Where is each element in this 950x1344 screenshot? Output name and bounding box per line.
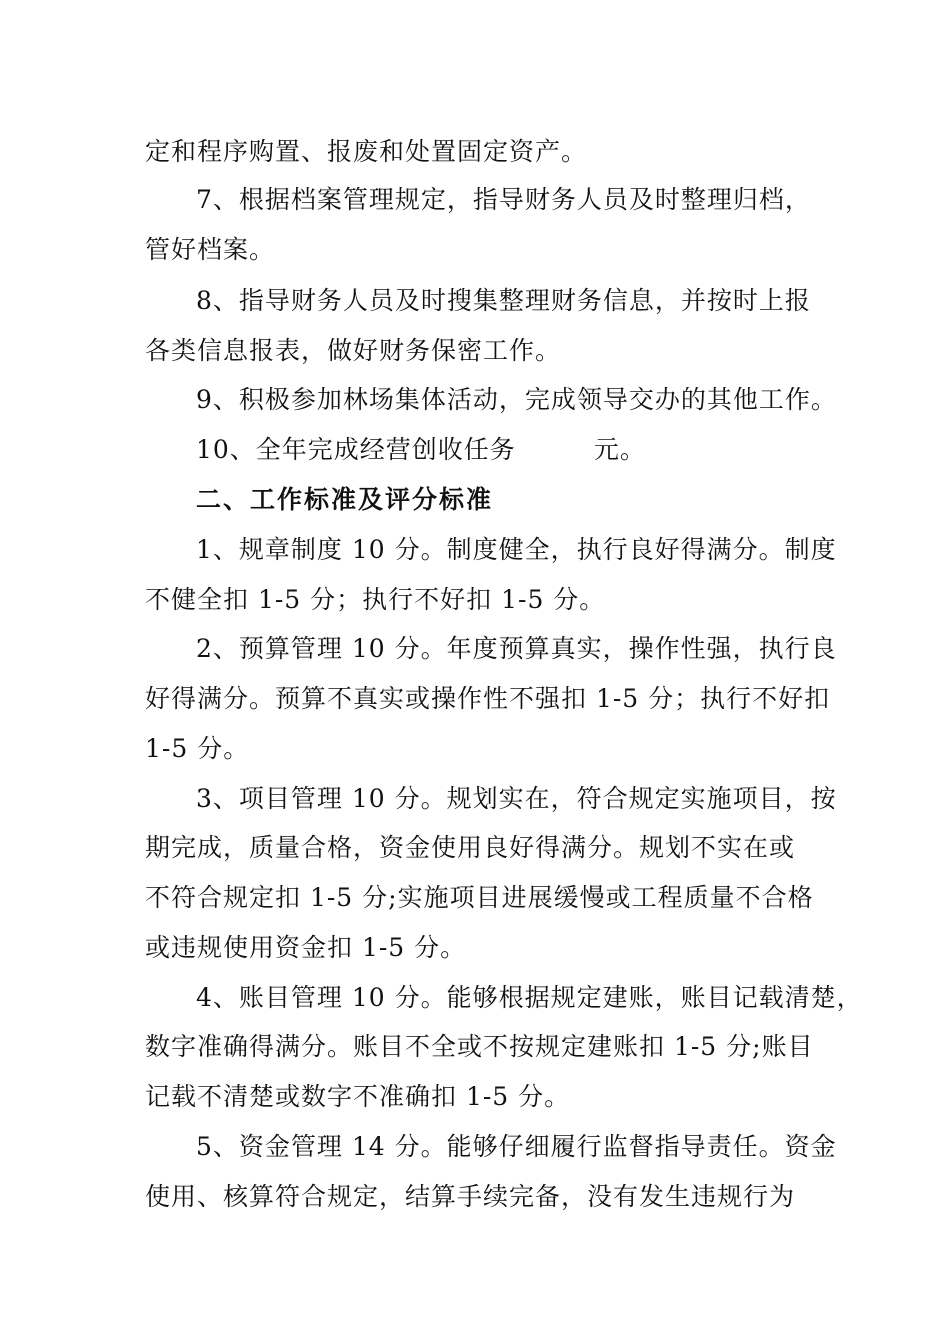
paragraph-line: 记载不清楚或数字不准确扣 1-5 分。 bbox=[145, 1082, 571, 1111]
paragraph-line: 不符合规定扣 1-5 分;实施项目进展缓慢或工程质量不合格 bbox=[145, 883, 814, 912]
paragraph-line: 使用、核算符合规定，结算手续完备，没有发生违规行为 bbox=[145, 1182, 796, 1211]
paragraph-line: 1、规章制度 10 分。制度健全，执行良好得满分。制度 bbox=[196, 535, 837, 564]
paragraph-line: 定和程序购置、报废和处置固定资产。 bbox=[145, 137, 588, 166]
paragraph-line: 或违规使用资金扣 1-5 分。 bbox=[145, 933, 467, 962]
paragraph-line: 数字准确得满分。账目不全或不按规定建账扣 1-5 分;账目 bbox=[145, 1032, 814, 1061]
paragraph-text: 10、全年完成经营创收任务 bbox=[196, 435, 516, 464]
paragraph-line: 1-5 分。 bbox=[145, 734, 250, 763]
paragraph-line: 4、账目管理 10 分。能够根据规定建账，账目记载清楚， bbox=[196, 983, 863, 1012]
paragraph-line: 3、项目管理 10 分。规划实在，符合规定实施项目，按 bbox=[196, 784, 837, 813]
paragraph-line: 5、资金管理 14 分。能够仔细履行监督指导责任。资金 bbox=[196, 1132, 837, 1161]
paragraph-line: 不健全扣 1-5 分；执行不好扣 1-5 分。 bbox=[145, 585, 606, 614]
paragraph-line: 好得满分。预算不真实或操作性不强扣 1-5 分；执行不好扣 bbox=[145, 684, 831, 713]
paragraph-line: 各类信息报表，做好财务保密工作。 bbox=[145, 336, 562, 365]
paragraph-line: 9、积极参加林场集体活动，完成领导交办的其他工作。 bbox=[196, 385, 837, 414]
paragraph-line: 7、根据档案管理规定，指导财务人员及时整理归档， bbox=[196, 185, 811, 214]
paragraph-line bbox=[196, 435, 646, 465]
paragraph-line: 管好档案。 bbox=[145, 235, 276, 264]
paragraph-text: 元。 bbox=[593, 435, 646, 464]
paragraph-line: 8、指导财务人员及时搜集整理财务信息，并按时上报 bbox=[196, 286, 811, 315]
section-heading: 二、工作标准及评分标准 bbox=[196, 485, 494, 514]
paragraph-line: 期完成，质量合格，资金使用良好得满分。规划不实在或 bbox=[145, 833, 796, 862]
paragraph-line: 2、预算管理 10 分。年度预算真实，操作性强，执行良 bbox=[196, 634, 837, 663]
